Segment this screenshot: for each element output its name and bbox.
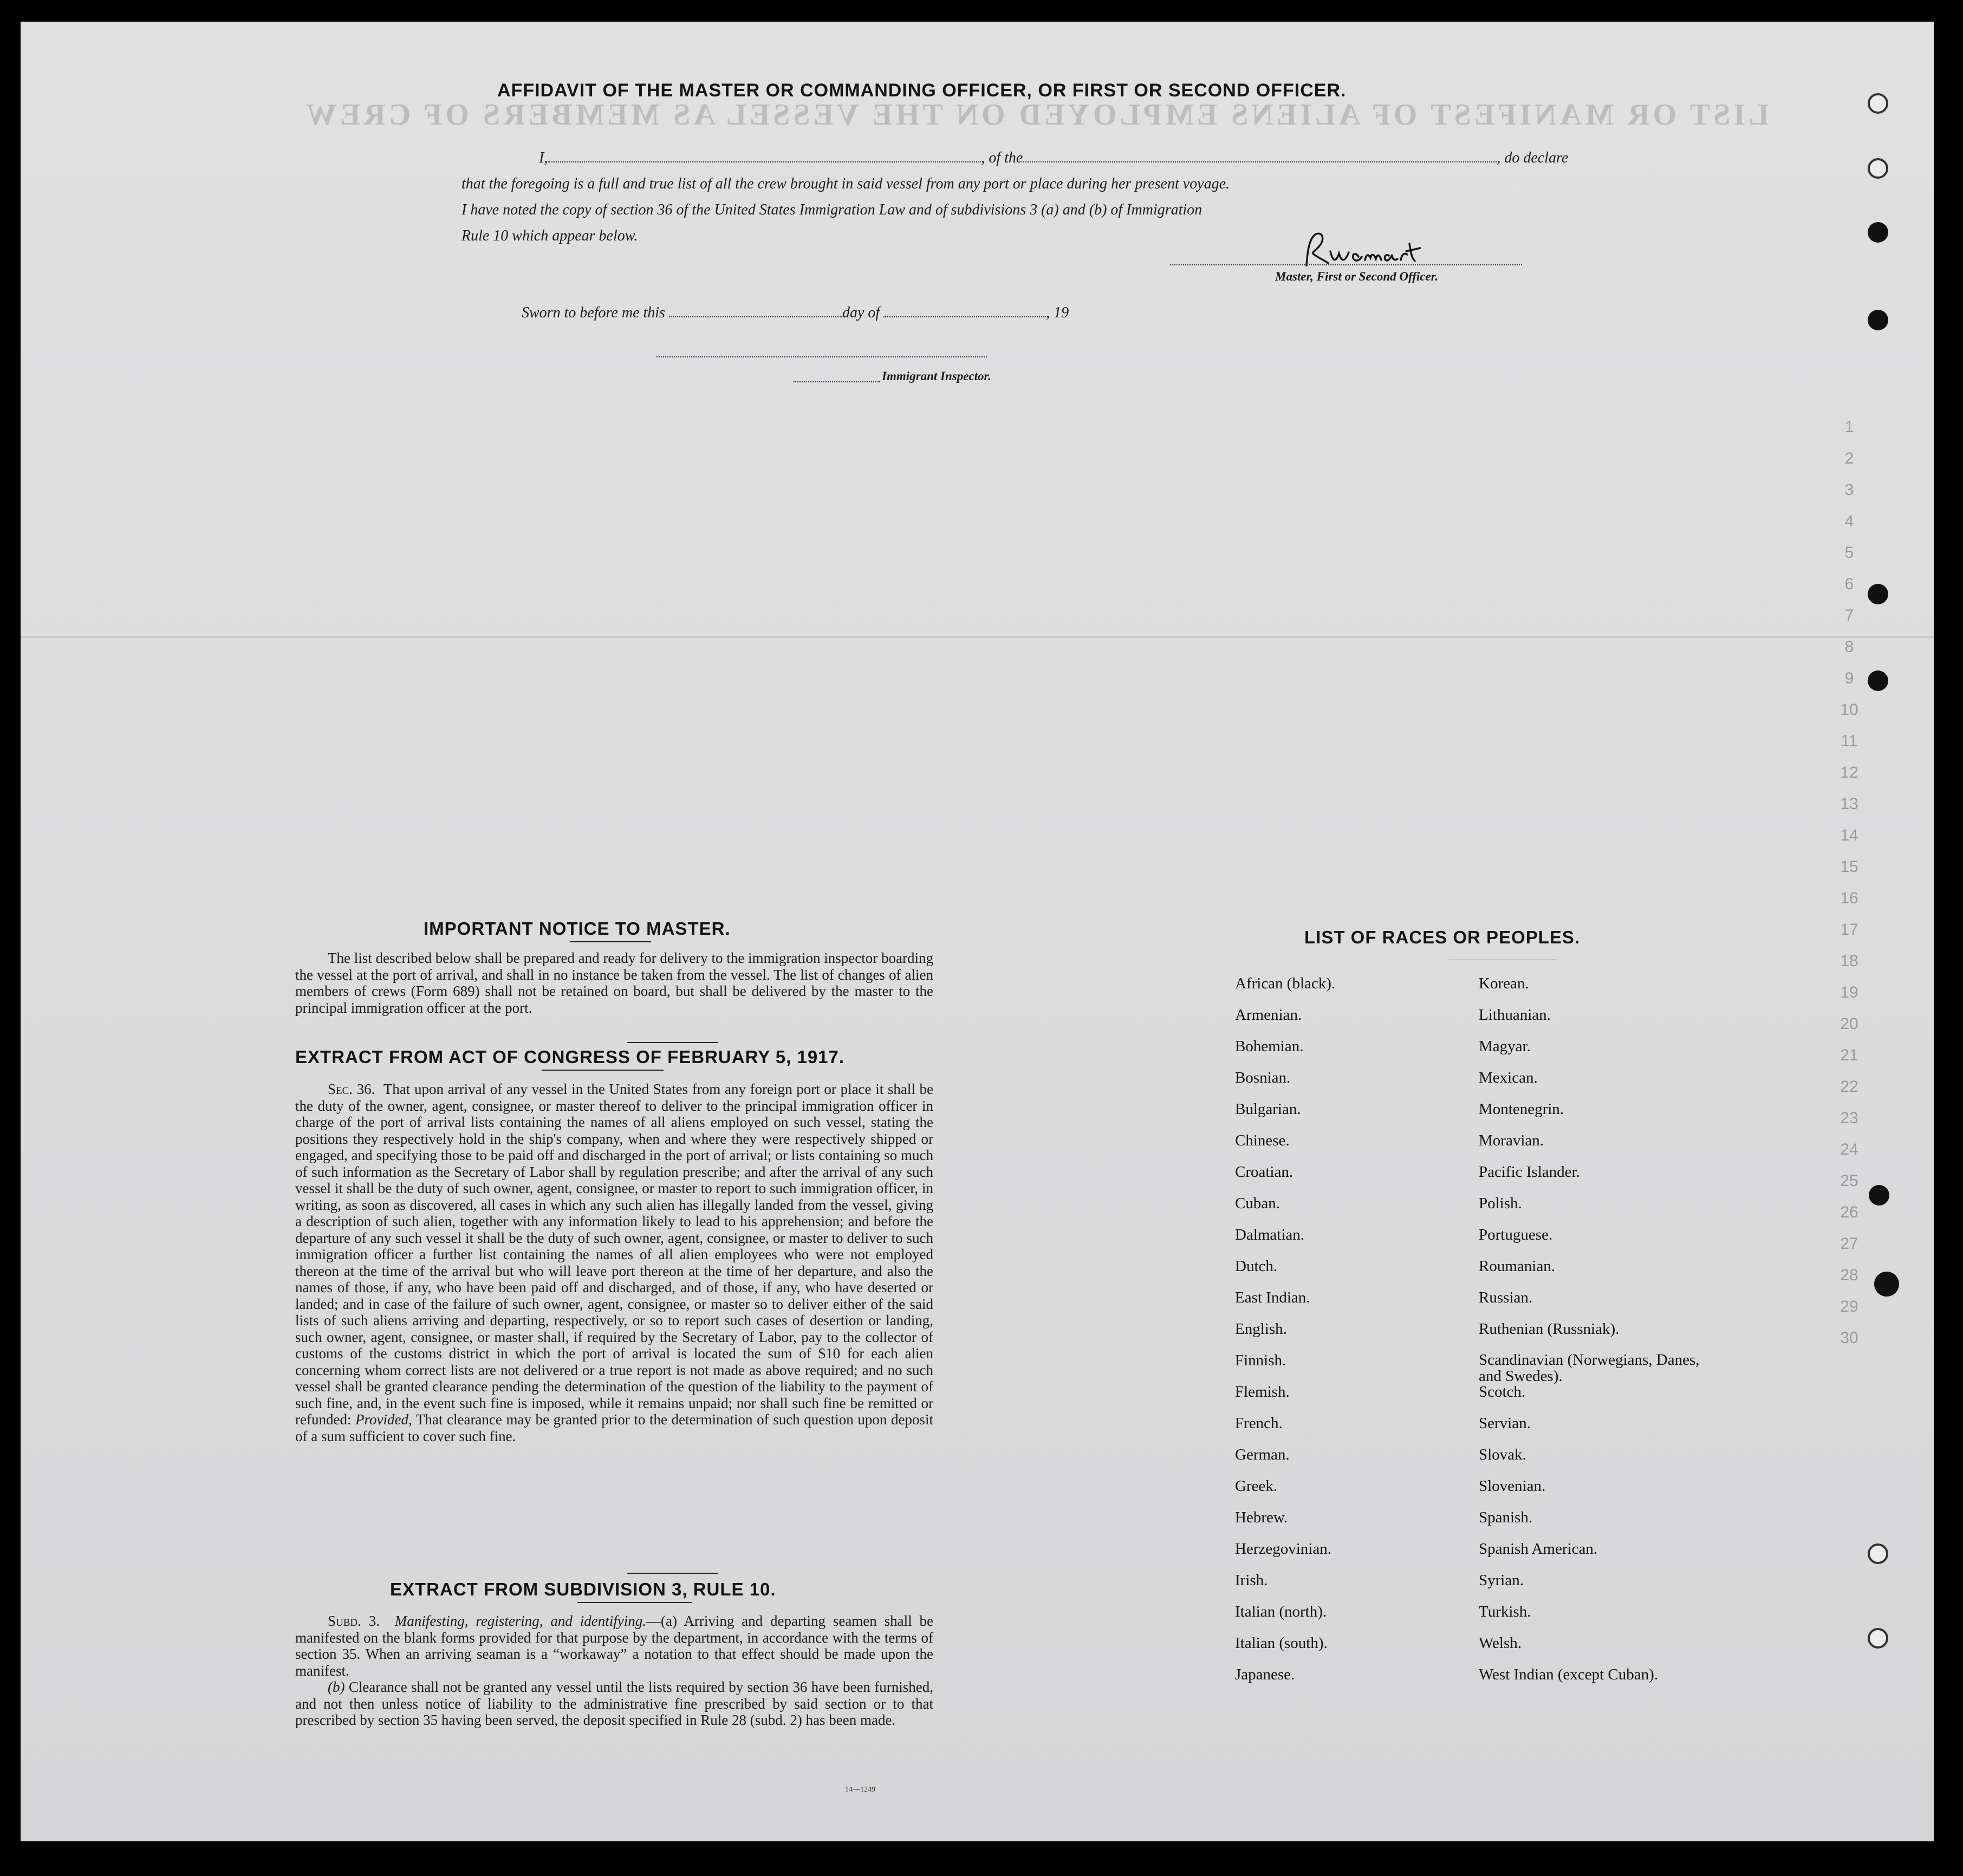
race-left: African (black). [1235,975,1336,992]
ghost-row-number: 16 [1840,889,1858,907]
ghost-reverse-title: LIST OR MANIFEST OF ALIENS EMPLOYED ON THE VESSEL AS MEMBERS OF CREW [303,98,1769,132]
subd-label: Subd. 3. [328,1613,380,1629]
rule-underline [577,1602,692,1603]
day-blank [669,316,842,317]
ghost-row-number: 19 [1840,983,1858,1001]
ghost-row-number: 10 [1840,701,1858,719]
separator-rule [627,1042,718,1043]
race-right: Spanish. [1479,1509,1533,1526]
punch-hole [1868,584,1888,604]
race-right: Welsh. [1479,1634,1522,1652]
race-right: Scandinavian (Norwegians, Danes, and Swedes). [1479,1351,1700,1385]
race-row [1235,1415,1722,1446]
ghost-row-number: 9 [1844,669,1854,687]
ghost-row-number: 24 [1840,1141,1858,1158]
races-heading: LIST OF RACES OR PEOPLES. [1304,927,1581,947]
race-row [1235,975,1722,1006]
act-paragraph [295,1081,933,1444]
race-left: Chinese. [1235,1132,1290,1149]
race-left: Dutch. [1235,1258,1278,1275]
race-row [1235,1226,1722,1258]
affidavit-i: I, [539,149,548,166]
month-blank [883,316,1046,317]
form-number: 14—1249 [845,1786,875,1794]
race-row [1235,1572,1722,1603]
race-row [1235,1666,1722,1697]
sworn-day-of: day of [842,304,880,321]
para-b: Clearance shall not be granted any vessel until the lists required by section 36 have been furnished, and not then unless notice of liability to the administrative fine prescribed by said section or to that prescribed by section 35 having been served, the deposit specified in Rule 28 (subd. 2) has been made. [295,1679,933,1728]
vessel-blank [1023,161,1497,162]
ghost-row-number: 13 [1840,795,1858,813]
ghost-row-number: 3 [1844,481,1854,499]
punch-hole [1868,93,1888,114]
race-left: Japanese. [1235,1666,1295,1683]
race-right: Pacific Islander. [1479,1163,1580,1181]
para-a: —(a) Arriving and departing seamen shall be manifested on the blank forms provided for that purpose by the department, in accordance with the terms of section 35. When an arriving seaman is a “workaway” a notation to that effect should be made upon the manifest. [295,1613,933,1679]
race-row [1235,1540,1722,1572]
punch-hole [1874,1272,1899,1297]
race-row [1235,1352,1722,1383]
race-right: Mexican. [1479,1069,1538,1086]
race-row [1235,1383,1722,1415]
race-right: Ruthenian (Russniak). [1479,1320,1620,1338]
race-left: Bohemian. [1235,1038,1304,1055]
affidavit-line2: that the foregoing is a full and true list of all the crew brought in said vessel from any port or place during her present voyage. [461,175,1230,192]
ghost-row-number: 8 [1844,638,1854,656]
race-right: Servian. [1479,1415,1531,1432]
race-right: Portuguese. [1479,1226,1553,1243]
punch-hole [1868,1628,1888,1649]
ghost-row-number: 26 [1840,1203,1858,1221]
subd-title: Manifesting, registering, and identifying. [394,1613,646,1629]
race-right: Magyar. [1479,1038,1531,1055]
race-left: Armenian. [1235,1006,1302,1024]
race-right: Russian. [1479,1289,1533,1306]
ghost-row-number: 25 [1840,1172,1858,1190]
ghost-row-number: 23 [1840,1109,1858,1127]
ghost-row-number: 17 [1840,921,1858,939]
race-right: Moravian. [1479,1132,1544,1149]
punch-hole [1868,670,1888,691]
separator-rule-2 [627,1573,718,1574]
race-right: Slovenian. [1479,1477,1546,1495]
affidavit-heading: AFFIDAVIT OF THE MASTER OR COMMANDING OFFICER, OR FIRST OR SECOND OFFICER. [497,80,1347,101]
race-left: Finnish. [1235,1352,1286,1369]
name-blank [548,161,981,162]
inspector-caption: Immigrant Inspector. [882,369,991,383]
race-row [1235,1446,1722,1477]
ghost-row-number: 15 [1840,858,1858,876]
signature-line [1170,264,1522,265]
notice-text [295,950,933,1016]
affidavit-of-the: , of the [981,149,1023,166]
act-body-end: That clearance may be granted prior to the determination of such question upon deposit of a sum sufficient to cover such fine. [295,1411,933,1444]
race-row [1235,1509,1722,1540]
race-row [1235,1477,1722,1509]
sworn-line [522,304,1069,322]
race-left: Flemish. [1235,1383,1290,1401]
notice-heading: IMPORTANT NOTICE TO MASTER. [424,919,731,939]
punch-hole [1868,222,1888,243]
race-right: Korean. [1479,975,1529,992]
race-row [1235,1634,1722,1666]
ghost-row-number: 2 [1844,450,1854,467]
race-row [1235,1163,1722,1195]
race-row [1235,1038,1722,1069]
race-left: Bosnian. [1235,1069,1291,1086]
race-row [1235,1069,1722,1100]
notice-paragraph: The list described below shall be prepared and ready for delivery to the immigration inspector boarding the vessel at the port of arrival, and shall in no instance be taken from the vessel. The list of changes of alien members of crews (Form 689) shall not be retained on board, but shall be delivered by the master to the principal immigration officer at the port. [295,950,933,1016]
race-row [1235,1100,1722,1132]
ghost-row-numbers [1833,412,1865,1354]
race-left: Dalmatian. [1235,1226,1305,1243]
ghost-row-number: 12 [1840,764,1858,781]
race-left: French. [1235,1415,1283,1432]
race-left: Bulgarian. [1235,1100,1301,1118]
para-b-label: (b) [328,1679,345,1695]
race-right: Roumanian. [1479,1258,1555,1275]
race-left: German. [1235,1446,1290,1463]
race-row [1235,1289,1722,1320]
affidavit-line1 [539,149,1568,167]
rule-text [295,1613,933,1729]
race-row [1235,1320,1722,1352]
notice-underline [570,941,651,942]
race-right: West Indian (except Cuban). [1479,1666,1659,1683]
rule-paragraph-a [295,1613,933,1679]
provided-word: Provided, [355,1411,412,1428]
punch-hole [1868,310,1888,330]
ghost-row-number: 7 [1844,607,1854,624]
ghost-row-number: 20 [1840,1015,1858,1033]
race-row [1235,1132,1722,1163]
ghost-row-number: 1 [1844,418,1854,436]
affidavit-line3: I have noted the copy of section 36 of the United States Immigration Law and of subdivisions 3 (a) and (b) of Immigration [461,201,1202,218]
inspector-blank-2 [794,381,880,382]
race-right: Syrian. [1479,1572,1524,1589]
ghost-row-number: 29 [1840,1298,1858,1315]
race-row [1235,1006,1722,1038]
inspector-blank [656,356,987,357]
race-left: Cuban. [1235,1195,1280,1212]
act-underline [542,1070,664,1071]
race-left: Irish. [1235,1572,1268,1589]
ghost-row-number: 11 [1841,732,1858,750]
affidavit-declare: , do declare [1497,149,1569,166]
race-left: English. [1235,1320,1287,1338]
signature [1300,227,1462,276]
act-text [295,1081,933,1444]
race-right: Montenegrin. [1479,1100,1564,1118]
race-right: Spanish American. [1479,1540,1598,1558]
punch-hole [1869,1185,1889,1206]
race-right: Turkish. [1479,1603,1531,1620]
ghost-row-number: 6 [1844,575,1854,593]
act-body: That upon arrival of any vessel in the United States from any foreign port or place it shall be the duty of the owner, agent, consignee, or master thereof to deliver to the principal immigration officer in charge of the port of arrival lists containing the names of all aliens employed on such vessel, stating the positions they respectively hold in the ship's company, when and where they were respectively shipped or engaged, and specifying those to be paid off and discharged in the port of arrival; or lists containing so much of such information as the Secretary of Labor shall by regulation prescribe; and after the arrival of any such vessel it shall be the duty of such owner, agent, consignee, or master to report to such immigration officer, in writing, as soon as discovered, all cases in which any such alien has illegally landed from the vessel, giving a description of such alien, together with any information likely to lead to his apprehension; and before the departure of any such vessel it shall be the duty of such owner, agent, consignee, or master to deliver to such immigration officer a further list containing the names of all alien employees who were not employed thereon at the time of the arrival but who will leave port thereon at the time of her departure, and also the names of those, if any, who have been paid off and discharged, and of those, if any, who have deserted or landed; and in case of the failure of such owner, agent, consignee, or master so to deliver either of the said lists of such aliens arriving and departing, respectively, or so to report such cases of desertion or landing, such owner, agent, consignee, or master shall, if required by the Secretary of Labor, pay to the collector of customs of the customs district in which the port of arrival is located the sum of $10 for each alien concerning whom correct lists are not delivered or a true report is not made as above required; and no such vessel shall be granted clearance pending the determination of the question of the liability to the payment of such fine, and, in the event such fine is imposed, while it remains unpaid; nor shall such fine be remitted or refunded: [295,1081,934,1428]
act-heading: EXTRACT FROM ACT OF CONGRESS OF FEBRUARY 5, 1917. [295,1047,845,1067]
ghost-row-number: 14 [1840,826,1858,844]
punch-hole [1868,158,1888,179]
race-left: Italian (north). [1235,1603,1327,1620]
ghost-row-number: 30 [1840,1329,1858,1347]
affidavit-line4: Rule 10 which appear below. [461,227,638,244]
race-right: Polish. [1479,1195,1522,1212]
race-row [1235,1195,1722,1226]
race-left: East Indian. [1235,1289,1310,1306]
race-left: Hebrew. [1235,1509,1288,1526]
race-right: Slovak. [1479,1446,1526,1463]
ghost-row-number: 18 [1840,952,1858,970]
section-label: Sec. 36. [328,1081,375,1097]
race-row [1235,1603,1722,1634]
ghost-row-number: 28 [1840,1266,1858,1284]
race-left: Greek. [1235,1477,1278,1495]
rule-paragraph-b [295,1679,933,1729]
ghost-row-number: 22 [1840,1078,1858,1096]
race-right: Scotch. [1479,1383,1526,1401]
ghost-row-number: 21 [1840,1046,1858,1064]
ghost-row-number: 4 [1844,512,1854,530]
races-list [1235,975,1722,1697]
race-left: Croatian. [1235,1163,1294,1181]
rule-heading: EXTRACT FROM SUBDIVISION 3, RULE 10. [390,1579,776,1599]
fold-line [21,636,1934,638]
sworn-year: , 19 [1046,304,1069,321]
punch-hole [1868,1543,1888,1564]
sworn-prefix: Sworn to before me this [522,304,665,321]
race-left: Italian (south). [1235,1634,1328,1652]
ghost-row-number: 5 [1844,544,1854,562]
race-left: Herzegovinian. [1235,1540,1331,1558]
race-right: Lithuanian. [1479,1006,1551,1024]
signature-caption: Master, First or Second Officer. [1275,270,1439,283]
ghost-row-number: 27 [1840,1235,1858,1253]
race-row [1235,1258,1722,1289]
